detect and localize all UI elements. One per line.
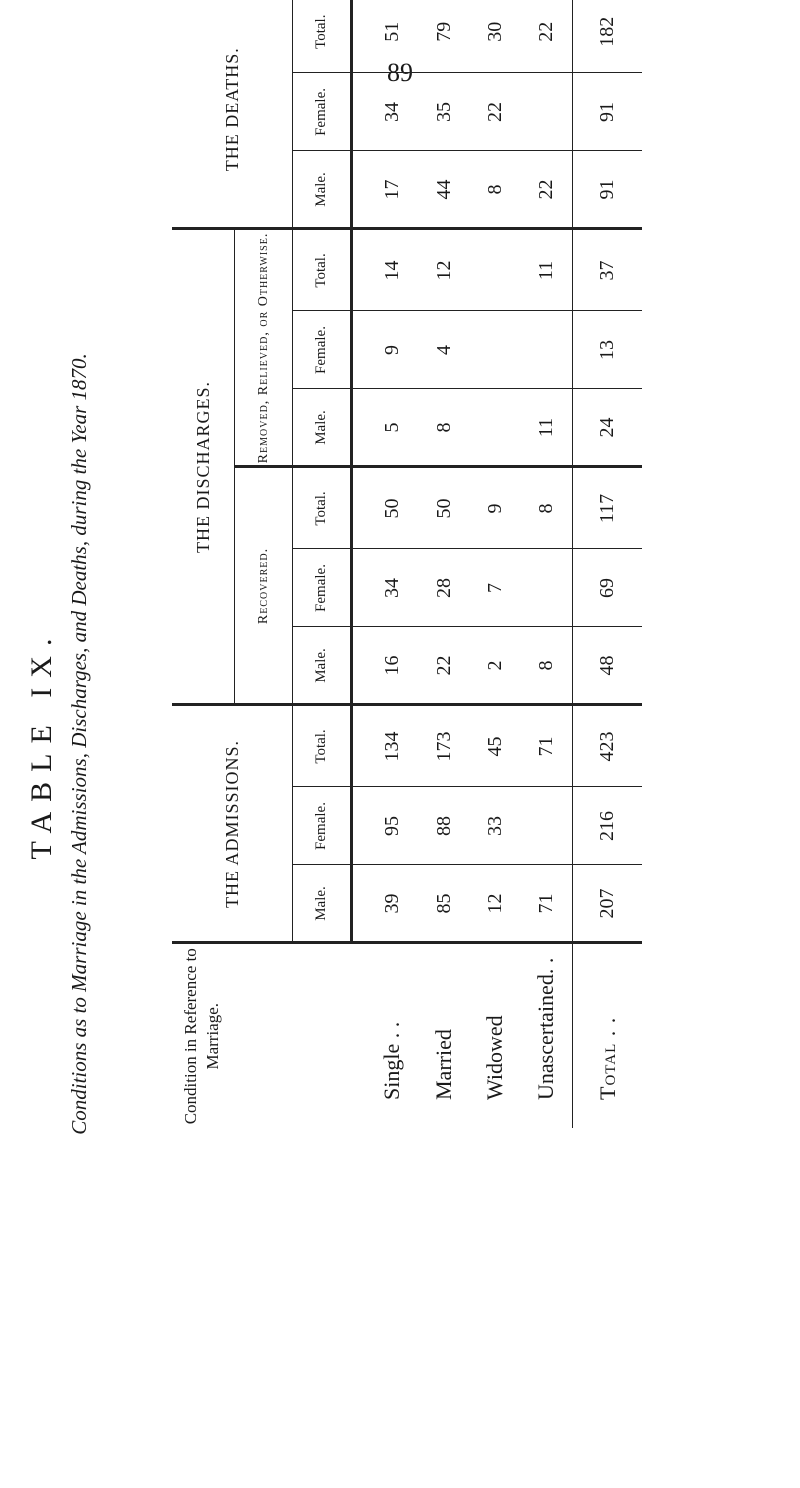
cell-adm-female xyxy=(521,787,573,865)
cell-rem-total: 14 xyxy=(352,229,419,311)
cell-dth-female: 35 xyxy=(419,73,470,151)
table-row-married xyxy=(419,0,470,1128)
cell-rec-male: 8 xyxy=(521,627,573,705)
cell-dth-total: 182 xyxy=(573,0,642,73)
cell-adm-male: 85 xyxy=(419,865,470,943)
cell-rem-total: 11 xyxy=(521,229,573,311)
discharges-header: THE DISCHARGES. xyxy=(172,229,235,705)
cell-adm-male: 71 xyxy=(521,865,573,943)
cell-rec-male: 16 xyxy=(352,627,419,705)
row-label: Widowed xyxy=(482,1015,508,1100)
cell-dth-male: 91 xyxy=(573,151,642,229)
cell-rem-female xyxy=(521,311,573,389)
table-row-unascertained xyxy=(521,0,573,1128)
cell-rem-female: 4 xyxy=(419,311,470,389)
table-row-widowed xyxy=(470,0,521,1128)
cell-rec-female: 34 xyxy=(352,549,419,627)
cell-dth-female: 34 xyxy=(352,73,419,151)
cell-rem-female: 13 xyxy=(573,311,642,389)
cell-adm-female: 33 xyxy=(470,787,521,865)
cell-rem-total xyxy=(470,229,521,311)
cell-adm-female: 216 xyxy=(573,787,642,865)
cell-rec-male: 22 xyxy=(419,627,470,705)
cell-dth-female xyxy=(521,73,573,151)
table-row-single xyxy=(352,0,419,1128)
cell-rec-female xyxy=(521,549,573,627)
row-label: Married xyxy=(431,1029,457,1100)
cell-adm-male: 39 xyxy=(352,865,419,943)
cell-dth-male: 22 xyxy=(521,151,573,229)
cell-rec-male: 48 xyxy=(573,627,642,705)
cell-rem-female: 9 xyxy=(352,311,419,389)
adm-female-header: Female. xyxy=(293,787,352,865)
cell-rem-total: 12 xyxy=(419,229,470,311)
row-label: Unascertained. . xyxy=(533,957,559,1100)
cell-adm-female: 95 xyxy=(352,787,419,865)
adm-male-header: Male. xyxy=(293,865,352,943)
table-title: Conditions as to Marriage in the Admissions, Discharges, and Deaths, during the Year 1870. xyxy=(67,353,91,1135)
cell-adm-male: 207 xyxy=(573,865,642,943)
cell-rec-total: 9 xyxy=(470,467,521,549)
rem-male-header: Male. xyxy=(293,389,352,467)
cell-dth-female: 91 xyxy=(573,73,642,151)
cell-rec-female: 69 xyxy=(573,549,642,627)
cell-rem-male xyxy=(470,389,521,467)
cell-dth-male: 44 xyxy=(419,151,470,229)
row-label: Total . . xyxy=(573,943,642,1128)
marriage-condition-table xyxy=(172,0,642,1128)
cell-rem-male: 24 xyxy=(573,389,642,467)
dth-total-header: Total. xyxy=(293,0,352,73)
cell-rec-male: 2 xyxy=(470,627,521,705)
table-row-total xyxy=(573,0,642,1128)
cell-adm-male: 12 xyxy=(470,865,521,943)
admissions-header: THE ADMISSIONS. xyxy=(172,705,293,943)
cell-dth-total: 30 xyxy=(470,0,521,73)
cell-rec-total: 50 xyxy=(419,467,470,549)
cell-dth-total: 51 xyxy=(352,0,419,73)
rem-female-header: Female. xyxy=(293,311,352,389)
recovered-header: Recovered. xyxy=(235,467,293,705)
row-label: Single . . xyxy=(378,1021,404,1100)
cell-rec-total: 117 xyxy=(573,467,642,549)
adm-total-header: Total. xyxy=(293,705,352,787)
cell-rem-male: 11 xyxy=(521,389,573,467)
rec-male-header: Male. xyxy=(293,627,352,705)
cell-rec-female: 28 xyxy=(419,549,470,627)
cell-adm-total: 45 xyxy=(470,705,521,787)
cell-rec-total: 50 xyxy=(352,467,419,549)
deaths-header: THE DEATHS. xyxy=(172,0,293,229)
cell-adm-total: 71 xyxy=(521,705,573,787)
cell-adm-total: 173 xyxy=(419,705,470,787)
cell-adm-female: 88 xyxy=(419,787,470,865)
rem-total-header: Total. xyxy=(293,229,352,311)
table-label: TABLE IX. xyxy=(25,628,58,860)
cell-dth-female: 22 xyxy=(470,73,521,151)
cell-dth-male: 17 xyxy=(352,151,419,229)
cell-adm-total: 134 xyxy=(352,705,419,787)
cell-rem-male: 8 xyxy=(419,389,470,467)
cell-rec-total: 8 xyxy=(521,467,573,549)
cell-dth-total: 79 xyxy=(419,0,470,73)
dth-male-header: Male. xyxy=(293,151,352,229)
removed-header: Removed, Relieved, or Otherwise. xyxy=(235,229,293,467)
cell-adm-total: 423 xyxy=(573,705,642,787)
cell-rec-female: 7 xyxy=(470,549,521,627)
cell-rem-male: 5 xyxy=(352,389,419,467)
condition-header: Condition in Reference to Marriage. xyxy=(181,948,222,1125)
cell-dth-male: 8 xyxy=(470,151,521,229)
table-heading xyxy=(22,0,96,1488)
rec-total-header: Total. xyxy=(293,467,352,549)
cell-rem-female xyxy=(470,311,521,389)
rec-female-header: Female. xyxy=(293,549,352,627)
cell-dth-total: 22 xyxy=(521,0,573,73)
cell-rem-total: 37 xyxy=(573,229,642,311)
dth-female-header: Female. xyxy=(293,73,352,151)
page-number: 89 xyxy=(387,58,413,87)
